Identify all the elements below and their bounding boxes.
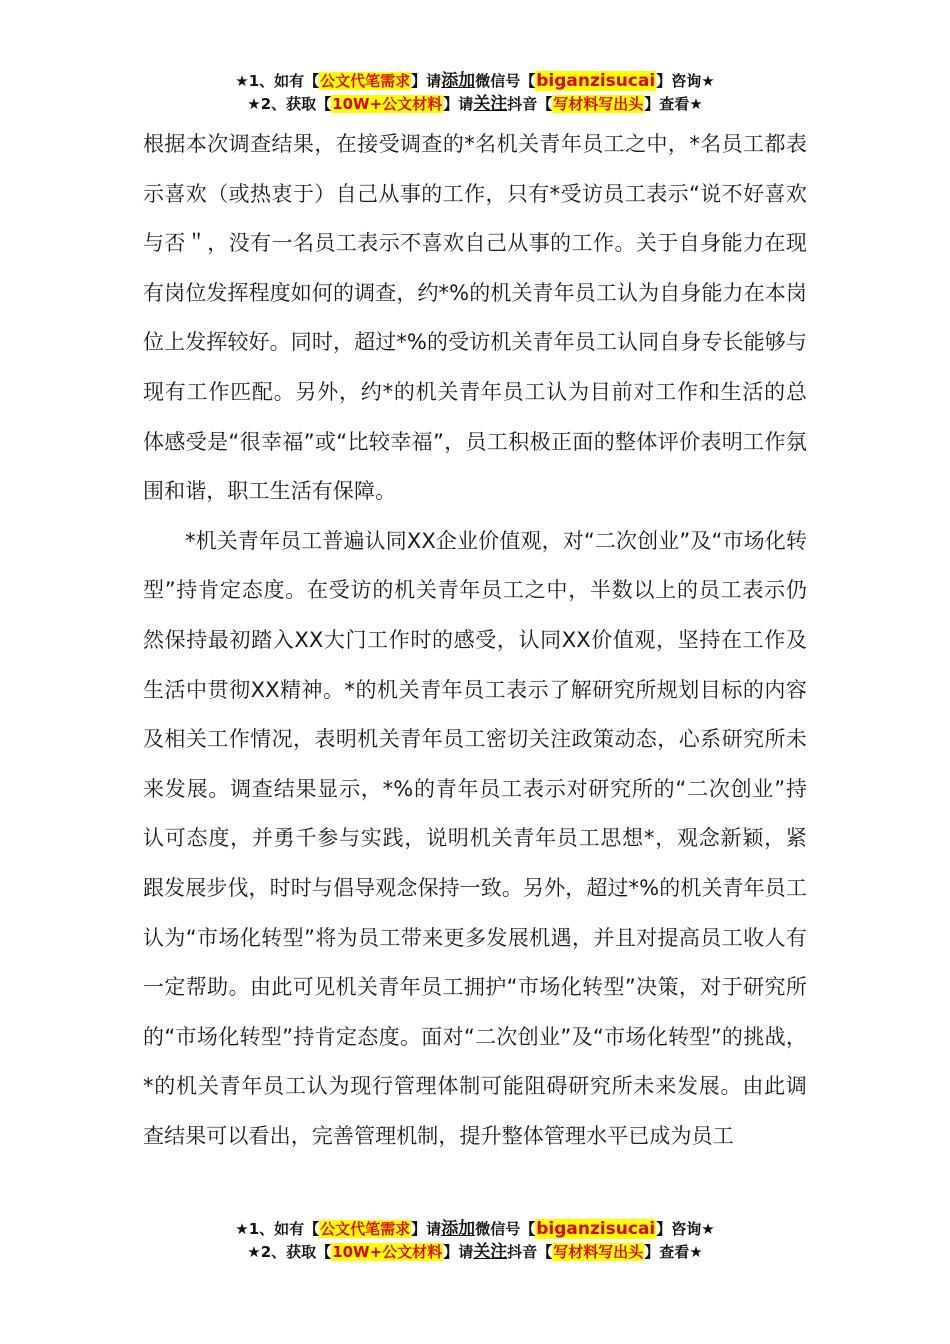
footer-line-2-mid2: 抖音【 (507, 1243, 553, 1261)
paragraph-survey-results: 根据本次调查结果，在接受调查的*名机关青年员工之中，*名员工都表示喜欢（或热衷于）自己从事的工作，只有*受访员工表示“说不好喜欢与否＂，没有一名员工表示不喜欢自己从事的工作。关于自身能力在现有岗位发挥程度如何的调查，约*%的机关青年员工认为自身能力在本岗位上发挥较好。同时，超过*%的受访机关青年员工认同自身专长能够与现有工作匹配。另外，约*的机关青年员工认为目前对工作和生活的总体感受是“很幸福”或“比较幸福”，员工积极正面的整体评价表明工作氛围和谐，职工生活有保障。 (143, 132, 807, 504)
header-line-2-mid: 】请 (443, 95, 474, 113)
footer-add-emphasis: 添加 (441, 1219, 476, 1239)
footer-wechat-id: biganzisucai (536, 1219, 656, 1239)
footer-banner (0, 1218, 950, 1264)
header-line-1 (0, 70, 950, 93)
footer-line-1-suffix: 】咨询★ (656, 1220, 715, 1238)
header-line-1-suffix: 】咨询★ (656, 72, 715, 90)
footer-line-1-prefix: ★1、如有【 (235, 1220, 320, 1238)
header-add-emphasis: 添加 (441, 71, 476, 91)
footer-line-1 (0, 1218, 950, 1241)
header-line-1-prefix: ★1、如有【 (235, 72, 320, 90)
footer-follow-emphasis: 关注 (473, 1242, 508, 1262)
footer-line-2-suffix: 】查看★ (644, 1243, 703, 1261)
header-douyin-account: 写材料写出头 (553, 95, 644, 113)
header-line-2-mid2: 抖音【 (507, 95, 553, 113)
footer-highlight-writing-service: 公文代笔需求 (320, 1220, 411, 1238)
paragraph-corporate-values: *机关青年员工普遍认同XX企业价值观，对“二次创业”及“市场化转型”持肯定态度。在受访的机关青年员工之中，半数以上的员工表示仍然保持最初踏入XX大门工作时的感受，认同XX价值观，坚持在工作及生活中贯彻XX精神。*的机关青年员工表示了解研究所规划目标的内容及相关工作情况，表明机关青年员工密切关注政策动态，心系研究所未来发展。调查结果显示，*%的青年员工表示对研究所的“二次创业”持认可态度，并勇千参与实践，说明机关青年员工思想*，观念新颖，紧跟发展步伐，时时与倡导观念保持一致。另外，超过*%的机关青年员工认为“市场化转型”将为员工带来更多发展机遇，并且对提高员工收人有一定帮助。由此可见机关青年员工拥护“市场化转型”决策，对于研究所的“市场化转型”持肯定态度。面对“二次创业”及“市场化转型”的挑战，*的机关青年员工认为现行管理体制可能阻碍研究所未来发展。由此调查结果可以看出，完善管理机制，提升整体管理水平已成为员工 (143, 528, 807, 1148)
document-body (143, 120, 807, 1161)
header-wechat-id: biganzisucai (536, 71, 656, 91)
header-follow-emphasis: 关注 (473, 94, 508, 114)
header-highlight-writing-service: 公文代笔需求 (320, 72, 411, 90)
footer-line-2 (0, 1241, 950, 1264)
header-line-1-mid2: 微信号【 (475, 72, 536, 90)
header-banner (0, 70, 950, 116)
header-highlight-materials: 10W+公文材料 (332, 95, 443, 113)
footer-line-1-mid2: 微信号【 (475, 1220, 536, 1238)
header-line-1-mid: 】请 (411, 72, 442, 90)
header-line-2 (0, 93, 950, 116)
footer-line-1-mid: 】请 (411, 1220, 442, 1238)
header-line-2-prefix: ★2、获取【 (247, 95, 332, 113)
footer-line-2-prefix: ★2、获取【 (247, 1243, 332, 1261)
footer-highlight-materials: 10W+公文材料 (332, 1243, 443, 1261)
footer-line-2-mid: 】请 (443, 1243, 474, 1261)
header-line-2-suffix: 】查看★ (644, 95, 703, 113)
footer-douyin-account: 写材料写出头 (553, 1243, 644, 1261)
